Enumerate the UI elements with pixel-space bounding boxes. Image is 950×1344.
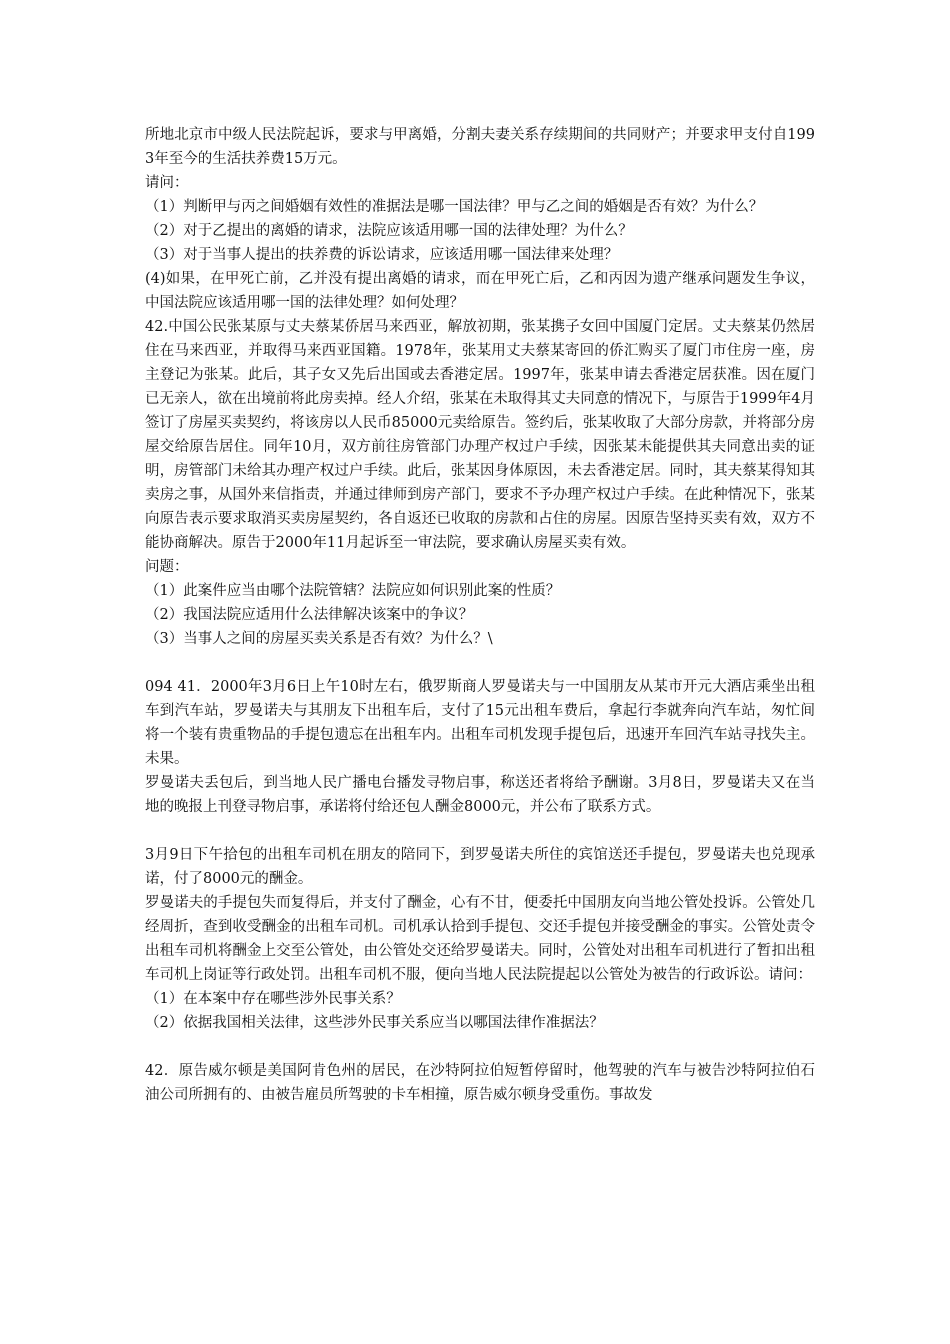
question-heading: 问题： bbox=[145, 559, 189, 575]
question-item: （3）当事人之间的房屋买卖关系是否有效？为什么？\ bbox=[145, 631, 493, 647]
case-41-paragraph: 罗曼诺夫丢包后，到当地人民广播电台播发寻物启事，称送还者将给予酬谢。3月8日，罗曼诺夫又在当地的晚报上刊登寻物启事，承诺将付给还包人酬金8000元，并公布了联系方式。 bbox=[145, 775, 815, 815]
question-item: （1）判断甲与丙之间婚姻有效性的准据法是哪一国法律？甲与乙之间的婚姻是否有效？为什么？ bbox=[145, 199, 764, 215]
question-item: （2）依据我国相关法律，这些涉外民事关系应当以哪国法律作准据法？ bbox=[145, 1015, 604, 1031]
question-item: (4)如果，在甲死亡前，乙并没有提出离婚的请求，而在甲死亡后，乙和丙因为遗产继承问题发生争议，中国法院应该适用哪一国的法律处理？如何处理？ bbox=[145, 271, 815, 311]
question-item: （3）对于当事人提出的扶养费的诉讼请求，应该适用哪一国法律来处理？ bbox=[145, 247, 619, 263]
blank-line bbox=[145, 1035, 815, 1059]
case-41-paragraph: 094 41．2000年3月6日上午10时左右，俄罗斯商人罗曼诺夫与一中国朋友从某市开元大酒店乘坐出租车到汽车站，罗曼诺夫与其朋友下出租车后，支付了15元出租车费后，拿起行李就奔向汽车站，匆忙间将一个装有贵重物品的手提包遗忘在出租车内。出租车司机发现手提包后，迅速开车回汽车站寻找失主。未果。 bbox=[145, 679, 815, 767]
case-42b-paragraph: 42．原告威尔顿是美国阿肯色州的居民，在沙特阿拉伯短暂停留时，他驾驶的汽车与被告沙特阿拉伯石油公司所拥有的、由被告雇员所驾驶的卡车相撞，原告威尔顿身受重伤。事故发 bbox=[145, 1063, 815, 1103]
question-item: （1）在本案中存在哪些涉外民事关系？ bbox=[145, 991, 401, 1007]
question-item: （1）此案件应当由哪个法院管辖？法院应如何识别此案的性质？ bbox=[145, 583, 561, 599]
case-41-paragraph: 3月9日下午拾包的出租车司机在朋友的陪同下，到罗曼诺夫所住的宾馆送还手提包，罗曼诺夫也兑现承诺，付了8000元的酬金。 bbox=[145, 847, 815, 887]
question-item: （2）对于乙提出的离婚的请求，法院应该适用哪一国的法律处理？为什么？ bbox=[145, 223, 633, 239]
blank-line bbox=[145, 651, 815, 675]
question-heading: 请问： bbox=[145, 175, 189, 191]
case-41-paragraph: 罗曼诺夫的手提包失而复得后，并支付了酬金，心有不甘，便委托中国朋友向当地公管处投诉。公管处几经周折，查到收受酬金的出租车司机。司机承认拾到手提包、交还手提包并接受酬金的事实。公管处责令出租车司机将酬金上交至公管处，由公管处交还给罗曼诺夫。同时，公管处对出租车司机进行了暂扣出租车司机上岗证等行政处罚。出租车司机不服，便向当地人民法院提起以公管处为被告的行政诉讼。请问： bbox=[145, 895, 815, 983]
case-42-paragraph: 42.中国公民张某原与丈夫蔡某侨居马来西亚，解放初期，张某携子女回中国厦门定居。丈夫蔡某仍然居住在马来西亚，并取得马来西亚国籍。1978年，张某用丈夫蔡某寄回的侨汇购买了厦门市住房一座，房主登记为张某。此后，其子女又先后出国或去香港定居。1997年，张某申请去香港定居获准。因在厦门已无亲人，欲在出境前将此房卖掉。经人介绍，张某在未取得其丈夫同意的情况下，与原告于1999年4月签订了房屋买卖契约，将该房以人民币85000元卖给原告。签约后，张某收取了大部分房款，并将部分房屋交给原告居住。同年10月，双方前往房管部门办理产权过户手续，因张某未能提供其夫同意出卖的证明，房管部门未给其办理产权过户手续。此后，张某因身体原因，未去香港定居。同时，其夫蔡某得知其卖房之事，从国外来信指责，并通过律师到房产部门，要求不予办理产权过户手续。在此种情况下，张某向原告表示要求取消买卖房屋契约，各自返还已收取的房款和占住的房屋。因原告坚持买卖有效，双方不能协商解决。原告于2000年11月起诉至一审法院，要求确认房屋买卖有效。 bbox=[145, 319, 815, 551]
document-body bbox=[145, 123, 815, 1107]
blank-line bbox=[145, 819, 815, 843]
paragraph-continuation: 所地北京市中级人民法院起诉，要求与甲离婚，分割夫妻关系存续期间的共同财产；并要求甲支付自1993年至今的生活扶养费15万元。 bbox=[145, 127, 815, 167]
question-item: （2）我国法院应适用什么法律解决该案中的争议？ bbox=[145, 607, 474, 623]
